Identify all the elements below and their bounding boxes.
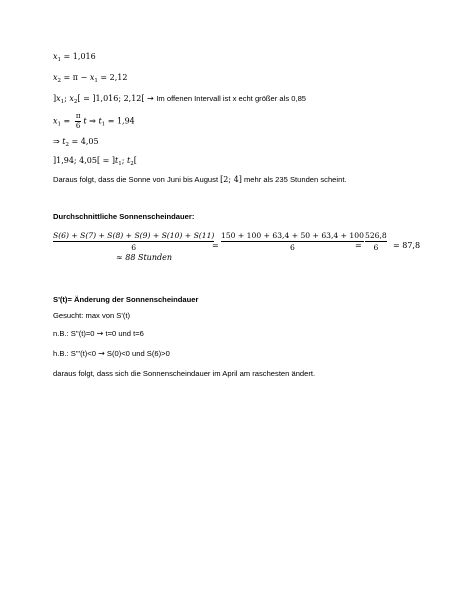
fraction-numerator: S(6) + S(7) + S(8) + S(9) + S(10) + S(11) bbox=[53, 231, 215, 240]
var-x: x bbox=[56, 94, 61, 103]
value: = 2,12 bbox=[97, 73, 128, 82]
var-x: x bbox=[53, 73, 58, 82]
var-t: t bbox=[62, 137, 66, 146]
fraction-numerator: π bbox=[75, 112, 81, 120]
subscript: 2 bbox=[130, 161, 134, 167]
interval: [2; 4] bbox=[220, 175, 242, 184]
subscript: 1 bbox=[60, 99, 65, 105]
fraction-denominator: 6 bbox=[290, 243, 295, 252]
interval-value: ]1,94; 4,05[ = ] bbox=[53, 156, 116, 165]
interval-line-t bbox=[53, 156, 137, 169]
text-conclusion-april: daraus folgt, dass sich die Sonnenscheindauer im April am raschesten ändert. bbox=[53, 369, 316, 378]
subscript: 1 bbox=[57, 57, 62, 63]
text: Daraus folgt, dass die Sonne von Juni bis August bbox=[53, 175, 221, 184]
equation-t2 bbox=[53, 137, 99, 150]
result-value: = 87,8 bbox=[393, 241, 421, 250]
var-x: x bbox=[53, 52, 58, 61]
fraction-total bbox=[365, 231, 387, 252]
fraction-denominator: 6 bbox=[75, 122, 81, 130]
text-notwendige-bedingung bbox=[53, 329, 144, 339]
text: S(0)<0 und S(6)>0 bbox=[104, 349, 170, 358]
interval-note: Im offenen Intervall ist x echt größer als 0,85 bbox=[156, 94, 307, 103]
bracket: ] bbox=[53, 94, 57, 103]
value: = 1,016 bbox=[61, 52, 96, 61]
text-gesucht: Gesucht: max von S'(t) bbox=[53, 311, 130, 320]
var-t: t bbox=[83, 116, 87, 126]
fraction-denominator: 6 bbox=[373, 243, 379, 252]
conclusion-sunshine bbox=[53, 175, 347, 185]
fraction-numerator: 526,8 bbox=[365, 231, 387, 240]
equation-x2 bbox=[53, 73, 127, 86]
equals: = bbox=[355, 241, 362, 250]
subscript: 1 bbox=[101, 121, 106, 128]
text: t=0 und t=6 bbox=[103, 329, 144, 338]
fraction-pi-6 bbox=[75, 112, 82, 131]
var-x: x bbox=[69, 94, 74, 103]
separator: ; bbox=[64, 94, 70, 103]
subscript: 1 bbox=[94, 78, 98, 84]
arrow-icon: → bbox=[144, 94, 157, 103]
heading-derivative: S'(t)= Änderung der Sonnenscheindauer bbox=[53, 295, 199, 304]
var-t: t bbox=[126, 156, 131, 165]
interval-value: [ = ]1,016; 2,12[ bbox=[77, 94, 145, 103]
subscript: 1 bbox=[57, 121, 62, 128]
value: = 4,05 bbox=[68, 137, 99, 146]
text: n.B.: S''(t)=0 bbox=[53, 329, 97, 338]
subscript: 1 bbox=[118, 161, 122, 167]
subscript: 2 bbox=[57, 78, 62, 84]
subscript: 2 bbox=[65, 142, 69, 148]
var-t: t bbox=[98, 116, 102, 126]
subscript: 2 bbox=[73, 99, 78, 105]
fraction-numerator: 150 + 100 + 63,4 + 50 + 63,4 + 100 bbox=[221, 231, 364, 240]
var-t: t bbox=[115, 156, 119, 165]
approx-result: ≈ 88 Stunden bbox=[116, 253, 172, 262]
var-x: x bbox=[89, 73, 95, 82]
equation-x1 bbox=[53, 52, 96, 65]
arrow-icon: → bbox=[96, 329, 104, 338]
equals: = bbox=[61, 116, 73, 126]
bracket: [ bbox=[133, 156, 137, 165]
implies-icon: ⇒ bbox=[53, 137, 63, 146]
heading-average: Durchschnittliche Sonnenscheindauer: bbox=[53, 212, 195, 221]
implies-icon: ⇒ bbox=[86, 116, 99, 126]
var-x: x bbox=[53, 116, 58, 126]
text-hinreichende-bedingung bbox=[53, 349, 170, 359]
text: h.B.: S'''(t)<0 bbox=[53, 349, 99, 358]
fraction-sum-values bbox=[221, 231, 364, 252]
interval-line-x bbox=[53, 94, 306, 107]
equation-t1 bbox=[53, 112, 135, 134]
arrow-icon: → bbox=[98, 349, 105, 358]
fraction-denominator: 6 bbox=[131, 243, 137, 252]
text: mehr als 235 Stunden scheint. bbox=[241, 175, 347, 184]
equals: = bbox=[212, 241, 219, 250]
fraction-sum-s bbox=[53, 231, 214, 252]
value: = 1,94 bbox=[105, 116, 135, 126]
operator: = π − bbox=[61, 73, 90, 82]
separator: ; bbox=[121, 156, 127, 165]
